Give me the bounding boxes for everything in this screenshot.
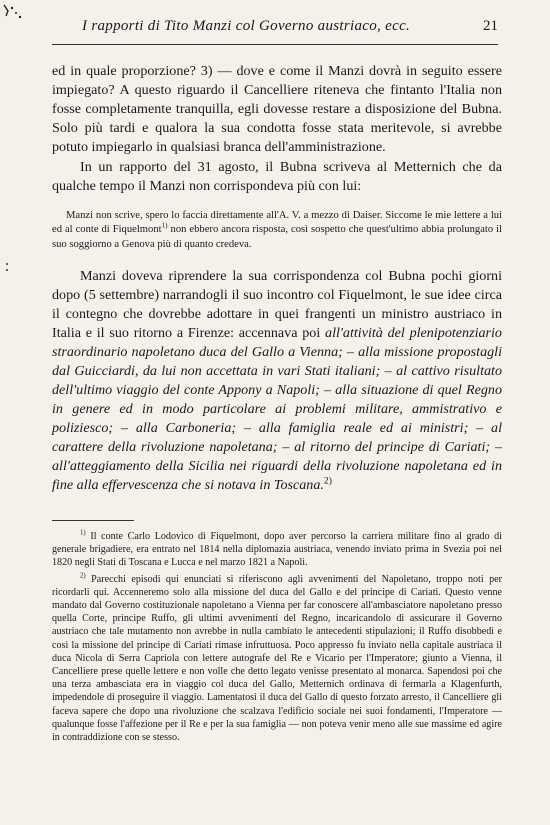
paragraph-continuation: ed in quale proporzione? 3) — dove e come il Manzi dovrà in seguito essere impiegato? A questo riguardo il Cancelliere riteneva che fintanto l'Italia non fosse completamente tranquilla, egli dovesse restare a disposizione del Bubna. Solo più tardi e qualora la sua condotta fosse stata meritevole, si avrebbe potuto impiegarlo in qualsiasi branca dell'amministrazione. bbox=[52, 63, 502, 155]
quote-text-a: Manzi non scrive, spero lo faccia direttamente all'A. V. a mezzo di Daiser. Siccome le mie lettere a lui ed al conte di Fiquelmont bbox=[52, 210, 502, 236]
footnote-rule bbox=[52, 520, 134, 521]
footnote-2-number: 2) bbox=[80, 572, 86, 580]
body-block-1 bbox=[52, 62, 502, 157]
footnote-1-text: Il conte Carlo Lodovico di Fiquelmont, dopo aver percorso la carriera militare fino al grado di generale brigadiere, era entrato nel 1814 nella diplomazia austriaca, venendo inviato prima in Svezia poi nel 1820 negli Stati di Toscana e Lucca e nel marzo 1821 a Napoli. bbox=[52, 531, 502, 569]
body-block-2 bbox=[52, 158, 502, 196]
paragraph-bubna-report: In un rapporto del 31 agosto, il Bubna scriveva al Metternich che da qualche tempo il Manzi non corrispondeva più con lui: bbox=[52, 159, 502, 194]
footnote-2-text: Parecchi episodi qui enunciati si riferiscono agli avvenimenti del Napoletano, troppo noti per ricordarli qui. Accenneremo solo alla missione del duca del Gallo e del principe di Cariati. Questo venne mandato dal Governo costituzionale napoletano a Vienna per far conoscere all'ambasciatore napoletano presso quella Corte, principe Ruffo, gli ultimi avvenimenti del Regno, incaricandolo di assicurare il Governo austriaco che tale mutamento non avrebbe in nulla cambiato le antecedenti stipulazioni; il Ruffo disobbedì e così la missione del principe di Cariati rimase infruttuosa. Poco appresso fu inviato nella capitale austriaca il duca Nicola di Serra Capriola con lettere autografe del Re e Vicario per l'Imperatore; giunto a Vienna, il Cancelliere prese quelle lettere e non volle che detto legato venisse presentato al monarca. Sapendosi poi che una terza ambasciata era in viaggio col duca del Gallo, Metternich ordinava di fermarla a Klagenfurth, impedendole di proseguire il viaggio. Lamentatosi il duca del Gallo di questo forzato arresto, il Cancelliere gli faceva sapere che dopo una rivoluzione che scalzava l'edificio sociale nei suoi fondamenti, l'Imperatore — qualunque fosse l'affezione per il Re e per la sua famiglia — non poteva venir meno alle sue massime ed agire in contraddizione con se stesso. bbox=[52, 573, 502, 744]
quote-text-b: non ebbero ancora risposta, così sospetto che quest'ultimo abbia prolungato il suo soggiorno a Genova più di quanto credeva. bbox=[52, 224, 502, 250]
paragraph-text-italic: all'attività del plenipotenziario straordinario napoletano duca del Gallo a Vienna; – alla missione propostagli dal Guicciardi, da lui non accettata in vari Stati italiani; – al cattivo risultato dell'ultimo viaggio del conte Appony a Napoli; – alla situazione di quel Regno in genere ed in modo particolare ai problemi militare, ammistrativo e poliziesco; – alla Carboneria; – alla famiglia reale ed ai ministri; – al carattere della rivoluzione napoletana; – al ritorno del principe di Cariati; – all'atteggiamento della Sicilia nei riguardi della rivoluzione napoletana ed in fine alla effervescenza che si notava in Toscana. bbox=[52, 325, 502, 493]
footnote-2 bbox=[52, 573, 502, 745]
page-number: 21 bbox=[483, 18, 498, 34]
footnote-ref-1: 1) bbox=[161, 221, 168, 230]
footnote-1-number: 1) bbox=[80, 529, 86, 537]
body-block-3 bbox=[52, 267, 502, 495]
quoted-letter bbox=[52, 209, 502, 252]
running-header bbox=[52, 18, 498, 40]
footnotes bbox=[52, 530, 502, 747]
header-rule bbox=[52, 44, 498, 45]
paragraph-text-plain: Manzi doveva riprendere la sua corrispondenza col Bubna pochi giorni dopo (5 settembre) narrandogli il suo incontro col Fiquelmont, le sue idee circa il contegno che dovrebbe adottare in quei frangenti un ministro austriaco in Italia e il suo ritorno a Firenze: accennava poi bbox=[52, 268, 502, 341]
paragraph-manzi-correspondence bbox=[52, 267, 502, 495]
quote-block bbox=[52, 209, 502, 252]
running-title: I rapporti di Tito Manzi col Governo austriaco, ecc. bbox=[82, 18, 411, 34]
footnote-1 bbox=[52, 530, 502, 570]
footnote-ref-2: 2) bbox=[323, 475, 332, 487]
margin-speck bbox=[5, 262, 9, 272]
scan-artifact-mark bbox=[2, 2, 24, 22]
